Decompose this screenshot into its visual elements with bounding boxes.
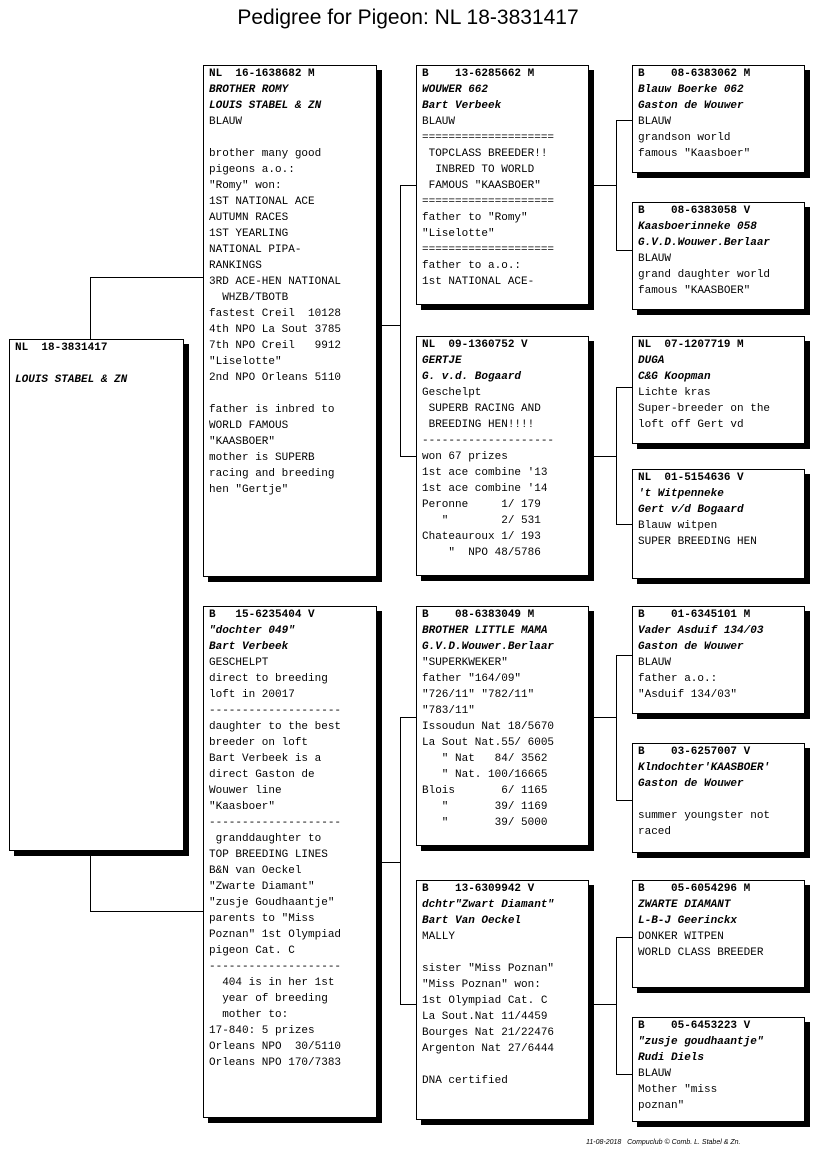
connector-line	[594, 1004, 616, 1005]
ring-number: B 03-6257007 V	[638, 746, 751, 758]
maternal-grandmother-card[interactable]	[416, 880, 589, 1120]
pigeon-name: dchtr"Zwart Diamant"	[422, 899, 555, 911]
ggp-fmf-card[interactable]	[632, 336, 805, 444]
note-line: TOP BREEDING LINES	[209, 849, 328, 861]
note-line: B&N van Oeckel	[209, 865, 302, 877]
ggp-mfm-card[interactable]	[632, 743, 805, 853]
pigeon-name: 't Witpenneke	[638, 488, 724, 500]
pigeon-notes	[422, 385, 588, 561]
note-line: famous "KAASBOER"	[638, 285, 751, 297]
note-line: BREEDING HEN!!!!	[422, 419, 535, 431]
note-line: "SUPERKWEKER"	[422, 657, 508, 669]
note-line: father is inbred to	[209, 404, 335, 416]
subject-pigeon-card[interactable]	[9, 339, 184, 851]
pigeon-name: WOUWER 662	[422, 84, 489, 96]
note-line	[209, 386, 376, 402]
note-line: GESCHELPT	[209, 657, 269, 669]
pigeon-name: "zusje goudhaantje"	[638, 1036, 764, 1048]
note-line: Wouwer line	[209, 785, 282, 797]
note-line: La Sout.Nat 11/4459	[422, 1011, 548, 1023]
owner-name: LOUIS STABEL & ZN	[15, 374, 128, 386]
note-line: pigeon Cat. C	[209, 945, 295, 957]
note-line: ====================	[422, 132, 555, 144]
connector-line	[594, 717, 616, 718]
note-line: Super-breeder on the	[638, 403, 771, 415]
ggp-mff-card[interactable]	[632, 606, 805, 714]
mother-card[interactable]	[203, 606, 377, 1118]
note-line: " 2/ 531	[422, 515, 541, 527]
connector-line	[400, 185, 416, 186]
note-line: Orleans NPO 170/7383	[209, 1057, 342, 1069]
note-line: DNA certified	[422, 1075, 508, 1087]
connector-line	[400, 717, 416, 718]
note-line: "Romy" won:	[209, 180, 282, 192]
note-line: BLAUW	[638, 116, 672, 128]
note-line	[422, 945, 588, 961]
note-line: poznan"	[638, 1100, 685, 1112]
note-line: AUTUMN RACES	[209, 212, 289, 224]
pigeon-notes	[422, 655, 588, 831]
note-line: FAMOUS "KAASBOER"	[422, 180, 541, 192]
paternal-grandmother-card[interactable]	[416, 336, 589, 576]
note-line: grandson world	[638, 132, 731, 144]
pigeon-notes	[422, 929, 588, 1089]
pigeon-name: ZWARTE DIAMANT	[638, 899, 731, 911]
ring-number: B 05-6453223 V	[638, 1020, 751, 1032]
pigeon-name: BROTHER ROMY	[209, 84, 289, 96]
pigeon-name: Blauw Boerke 062	[638, 84, 744, 96]
note-line: father to a.o.:	[422, 260, 522, 272]
pigeon-name: BROTHER LITTLE MAMA	[422, 625, 548, 637]
page-title: Pedigree for Pigeon: NL 18-3831417	[237, 6, 579, 29]
connector-line	[594, 185, 616, 186]
note-line: "Asduif 134/03"	[638, 689, 738, 701]
connector-line	[616, 387, 632, 388]
ring-number: NL 16-1638682 M	[209, 68, 315, 80]
connector-line	[616, 120, 617, 251]
note-line: ====================	[422, 196, 555, 208]
father-card[interactable]	[203, 65, 377, 577]
note-line: mother to:	[209, 1009, 289, 1021]
note-line: 1ST YEARLING	[209, 228, 289, 240]
note-line: SUPERB RACING AND	[422, 403, 541, 415]
note-line: 7th NPO Creil 9912	[209, 340, 342, 352]
note-line: "Miss Poznan" won:	[422, 979, 541, 991]
note-line: year of breeding	[209, 993, 328, 1005]
note-line: BLAUW	[209, 116, 243, 128]
note-line: Peronne 1/ 179	[422, 499, 541, 511]
pigeon-notes	[638, 518, 804, 550]
note-line: --------------------	[209, 817, 342, 829]
note-line: Lichte kras	[638, 387, 711, 399]
note-line: breeder on loft	[209, 737, 309, 749]
note-line	[209, 130, 376, 146]
note-line: WHZB/TBOTB	[209, 292, 289, 304]
ring-number: B 05-6054296 M	[638, 883, 751, 895]
note-line	[638, 792, 804, 808]
connector-line	[90, 856, 91, 912]
note-line: INBRED TO WORLD	[422, 164, 535, 176]
ring-number: NL 09-1360752 V	[422, 339, 528, 351]
note-line: loft off Gert vd	[638, 419, 744, 431]
owner-name: Rudi Diels	[638, 1052, 705, 1064]
note-line: BLAUW	[638, 253, 672, 265]
ring-number: B 15-6235404 V	[209, 609, 315, 621]
pigeon-notes	[422, 114, 588, 290]
connector-line	[616, 655, 617, 801]
note-line: won 67 prizes	[422, 451, 508, 463]
connector-line	[382, 862, 400, 863]
owner-name: Gaston de Wouwer	[638, 100, 744, 112]
paternal-grandfather-card[interactable]	[416, 65, 589, 305]
pigeon-name: "dochter 049"	[209, 625, 295, 637]
note-line: "783/11"	[422, 705, 475, 717]
note-line: Blois 6/ 1165	[422, 785, 548, 797]
note-line: --------------------	[209, 705, 342, 717]
note-line: WORLD FAMOUS	[209, 420, 289, 432]
owner-name: Bart Verbeek	[209, 641, 289, 653]
note-line: "zusje Goudhaantje"	[209, 897, 335, 909]
pigeon-notes	[638, 251, 804, 299]
note-line: " 39/ 1169	[422, 801, 548, 813]
ring-number: NL 07-1207719 M	[638, 339, 744, 351]
ggp-mmm-card[interactable]	[632, 1017, 805, 1122]
note-line: TOPCLASS BREEDER!!	[422, 148, 548, 160]
note-line: WORLD CLASS BREEDER	[638, 947, 764, 959]
owner-name: Gaston de Wouwer	[638, 778, 744, 790]
note-line: DONKER WITPEN	[638, 931, 724, 943]
ring-number: B 13-6309942 V	[422, 883, 535, 895]
owner-name: G.V.D.Wouwer.Berlaar	[422, 641, 555, 653]
note-line: father "164/09"	[422, 673, 522, 685]
connector-line	[616, 655, 632, 656]
note-line: La Sout Nat.55/ 6005	[422, 737, 555, 749]
ring-number: B 13-6285662 M	[422, 68, 535, 80]
connector-line	[616, 1074, 632, 1075]
pigeon-notes	[638, 1066, 804, 1114]
note-line: Bart Verbeek is a	[209, 753, 322, 765]
ring-number: NL 01-5154636 V	[638, 472, 744, 484]
note-line: SUPER BREEDING HEN	[638, 536, 757, 548]
note-line: ====================	[422, 244, 555, 256]
connector-line	[90, 277, 91, 339]
note-line: 1st Olympiad Cat. C	[422, 995, 548, 1007]
connector-line	[616, 120, 632, 121]
owner-name: L-B-J Geerinckx	[638, 915, 738, 927]
pigeon-notes	[209, 114, 376, 498]
connector-line	[400, 185, 401, 457]
note-line: parents to "Miss	[209, 913, 315, 925]
note-line: BLAUW	[422, 116, 456, 128]
owner-name: LOUIS STABEL & ZN	[209, 100, 322, 112]
note-line: 17-840: 5 prizes	[209, 1025, 315, 1037]
pigeon-name: Klndochter'KAASBOER'	[638, 762, 771, 774]
note-line: mother is SUPERB	[209, 452, 315, 464]
ring-number: B 08-6383062 M	[638, 68, 751, 80]
ggp-mmf-card[interactable]	[632, 880, 805, 988]
note-line: famous "Kaasboer"	[638, 148, 751, 160]
note-line: raced	[638, 826, 672, 838]
pigeon-name: Kaasboerinneke 058	[638, 221, 757, 233]
note-line: "KAASBOER"	[209, 436, 276, 448]
footer-credit: 11-08-2018 Compuclub © Comb. L. Stabel & Zn.	[586, 1139, 741, 1146]
note-line: father to "Romy"	[422, 212, 528, 224]
ring-number: NL 18-3831417	[15, 342, 108, 354]
note-line: RANKINGS	[209, 260, 262, 272]
connector-line	[616, 937, 617, 1075]
ggp-fmm-card[interactable]	[632, 469, 805, 579]
pigeon-name: Vader Asduif 134/03	[638, 625, 764, 637]
spacer-line	[15, 356, 183, 372]
note-line: 2nd NPO Orleans 5110	[209, 372, 342, 384]
note-line: --------------------	[422, 435, 555, 447]
note-line: BLAUW	[638, 1068, 672, 1080]
note-line: 404 is in her 1st	[209, 977, 335, 989]
note-line: --------------------	[209, 961, 342, 973]
note-line: loft in 20017	[209, 689, 295, 701]
pigeon-notes	[638, 929, 804, 961]
pigeon-name: GERTJE	[422, 355, 462, 367]
connector-line	[90, 277, 204, 278]
note-line: Chateauroux 1/ 193	[422, 531, 541, 543]
note-line: brother many good	[209, 148, 322, 160]
note-line: BLAUW	[638, 657, 672, 669]
note-line: sister "Miss Poznan"	[422, 963, 555, 975]
ring-number: B 08-6383058 V	[638, 205, 751, 217]
connector-line	[90, 911, 204, 912]
note-line: "Kaasboer"	[209, 801, 276, 813]
note-line: racing and breeding	[209, 468, 335, 480]
note-line: " NPO 48/5786	[422, 547, 541, 559]
note-line: direct Gaston de	[209, 769, 315, 781]
note-line: MALLY	[422, 931, 456, 943]
pigeon-notes	[638, 114, 804, 162]
note-line: " 39/ 5000	[422, 817, 548, 829]
ggp-fff-card[interactable]	[632, 65, 805, 173]
note-line: daughter to the best	[209, 721, 342, 733]
note-line: 4th NPO La Sout 3785	[209, 324, 342, 336]
note-line: direct to breeding	[209, 673, 328, 685]
note-line: grand daughter world	[638, 269, 771, 281]
note-line: "Liselotte"	[422, 228, 495, 240]
note-line: Mother "miss	[638, 1084, 718, 1096]
pigeon-notes	[209, 655, 376, 1071]
pigeon-notes	[638, 792, 804, 840]
owner-name: C&G Koopman	[638, 371, 711, 383]
connector-line	[616, 937, 632, 938]
connector-line	[382, 325, 400, 326]
connector-line	[616, 387, 617, 525]
note-line: 1st ace combine '13	[422, 467, 548, 479]
note-line: Geschelpt	[422, 387, 482, 399]
note-line: Issoudun Nat 18/5670	[422, 721, 555, 733]
note-line: pigeons a.o.:	[209, 164, 295, 176]
connector-line	[616, 524, 632, 525]
note-line: summer youngster not	[638, 810, 771, 822]
note-line: granddaughter to	[209, 833, 322, 845]
note-line: 1st NATIONAL ACE-	[422, 276, 535, 288]
note-line: 3RD ACE-HEN NATIONAL	[209, 276, 342, 288]
pigeon-notes	[638, 655, 804, 703]
connector-line	[616, 800, 632, 801]
note-line: Blauw witpen	[638, 520, 718, 532]
connector-line	[400, 456, 416, 457]
note-line: NATIONAL PIPA-	[209, 244, 302, 256]
owner-name: G. v.d. Bogaard	[422, 371, 522, 383]
note-line: 1st ace combine '14	[422, 483, 548, 495]
ring-number: B 08-6383049 M	[422, 609, 535, 621]
note-line: Poznan" 1st Olympiad	[209, 929, 342, 941]
note-line: " Nat 84/ 3562	[422, 753, 548, 765]
note-line: father a.o.:	[638, 673, 718, 685]
note-line	[422, 1057, 588, 1073]
note-line: Argenton Nat 27/6444	[422, 1043, 555, 1055]
maternal-grandfather-card[interactable]	[416, 606, 589, 846]
connector-line	[400, 717, 401, 1005]
owner-name: Gert v/d Bogaard	[638, 504, 744, 516]
owner-name: Bart Verbeek	[422, 100, 502, 112]
connector-line	[400, 1004, 416, 1005]
connector-line	[616, 250, 632, 251]
note-line: Bourges Nat 21/22476	[422, 1027, 555, 1039]
note-line: hen "Gertje"	[209, 484, 289, 496]
pigeon-notes	[638, 385, 804, 433]
note-line: "726/11" "782/11"	[422, 689, 535, 701]
note-line: "Zwarte Diamant"	[209, 881, 315, 893]
ring-number: B 01-6345101 M	[638, 609, 751, 621]
owner-name: Bart Van Oeckel	[422, 915, 522, 927]
note-line: Orleans NPO 30/5110	[209, 1041, 342, 1053]
note-line: fastest Creil 10128	[209, 308, 342, 320]
ggp-ffm-card[interactable]	[632, 202, 805, 310]
note-line: "Liselotte"	[209, 356, 282, 368]
pigeon-name: DUGA	[638, 355, 665, 367]
owner-name: Gaston de Wouwer	[638, 641, 744, 653]
connector-line	[594, 456, 616, 457]
note-line: " Nat. 100/16665	[422, 769, 548, 781]
note-line: 1ST NATIONAL ACE	[209, 196, 315, 208]
owner-name: G.V.D.Wouwer.Berlaar	[638, 237, 771, 249]
